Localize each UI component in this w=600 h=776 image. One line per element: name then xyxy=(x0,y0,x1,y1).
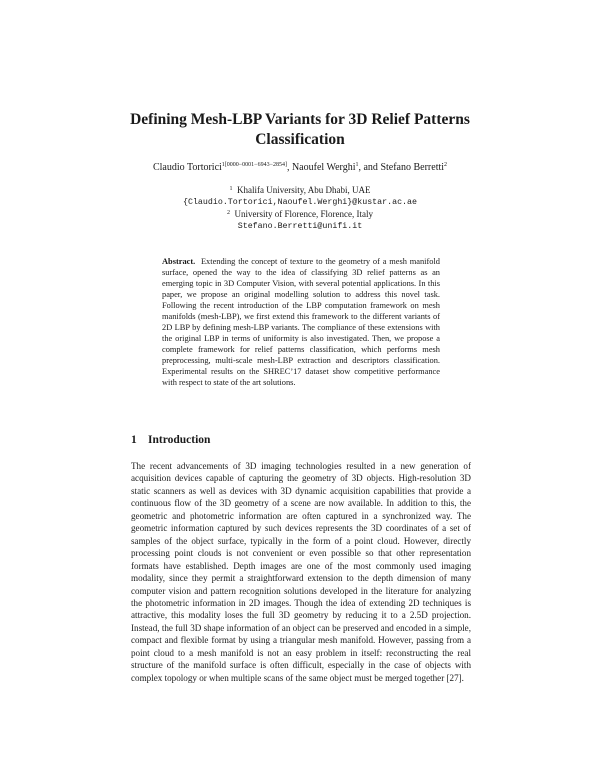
paper-title-line-1: Defining Mesh-LBP Variants for 3D Relief Patterns xyxy=(130,111,470,128)
email-1: {Claudio.Tortorici,Naoufel.Werghi}@kustar.ac.ae xyxy=(182,198,417,207)
abstract-text: Extending the concept of texture to the geometry of a mesh manifold surface, opened the way to the idea of classifying 3D relief patterns as an emerging topic in 3D Computer Vision, with several potential applications. In this paper, we propose an original modelling solution to address this novel task. Following the recent introduction of the LBP computation framework on mesh manifolds (mesh-LBP), we first extend this framework to the different variants of 2D LBP by defining mesh-LBP variants. The compliance of these extensions with the original LBP in terms of uniformity is also investigated. Then, we propose a complete framework for relief patterns classification, which performs mesh preprocessing, multi-scale mesh-LBP extraction and descriptors classification. Experimental results on the SHREC’17 dataset show competitive performance with respect to state of the art solutions. xyxy=(162,257,440,387)
affiliation-mark: 1 xyxy=(229,186,233,192)
section-title: Introduction xyxy=(148,434,211,446)
author-orcid: 1[0000−0001−6943−2854] xyxy=(221,162,287,168)
affiliation-mark: 2 xyxy=(227,210,231,216)
author-affiliation-mark: 1 xyxy=(355,162,359,168)
section-number: 1 xyxy=(131,434,137,446)
author-affiliation-mark: 2 xyxy=(444,162,448,168)
paper-title-line-2: Classification xyxy=(255,131,345,148)
author-separator: , xyxy=(286,162,292,173)
author-name: Naoufel Werghi xyxy=(291,162,356,173)
email-2: Stefano.Berretti@unifi.it xyxy=(237,222,363,231)
author-name: Claudio Tortorici xyxy=(152,162,222,173)
body-paragraph: The recent advancements of 3D imaging technologies resulted in a new generation of acquisition devices capable of capturing the geometry of 3D objects. High-resolution 3D static scanners as well as devices with 3D dynamic acquisition capabilities that provide a continuous flow of the 3D geometry of a scene are now available. In addition to this, the geometric and photometric information are often captured in a synchronized way. The geometric information captured by such devices represents the 3D coordinates of a set of samples of the object surface, typically in the form of a point cloud. However, directly processing point clouds is not convenient or even possible so that other representation formats have established. Depth images are one of the most commonly used imaging modality, since they permit a straightforward extension to the depth dimension of many computer vision and pattern recognition solutions developed in the literature for analyzing the photometric information in 2D images. Though the idea of extending 2D techniques is attractive, this modality loses the full 3D geometry by reducing it to a 2.5D projection. Instead, the full 3D shape information of an object can be preserved and encoded in a simple, compact and flexible format by using a triangular mesh manifold. However, passing from a point cloud to a mesh manifold is not an easy problem in itself: reconstructing the real structure of the manifold surface is often difficult, especially in the case of objects with complex topology or when multiple scans of the same object must be merged together [27]. xyxy=(131,461,471,683)
author-list xyxy=(0,162,600,173)
affiliation-1 xyxy=(0,184,600,196)
affiliation-2 xyxy=(0,208,600,220)
abstract xyxy=(162,256,440,388)
abstract-label: Abstract. xyxy=(162,257,196,266)
author-separator: , and xyxy=(358,162,381,173)
section-heading xyxy=(131,434,210,446)
affiliation-text: University of Florence, Florence, Italy xyxy=(234,209,373,219)
author-name: Stefano Berretti xyxy=(380,162,445,173)
affiliation-text: Khalifa University, Abu Dhabi, UAE xyxy=(237,185,371,195)
